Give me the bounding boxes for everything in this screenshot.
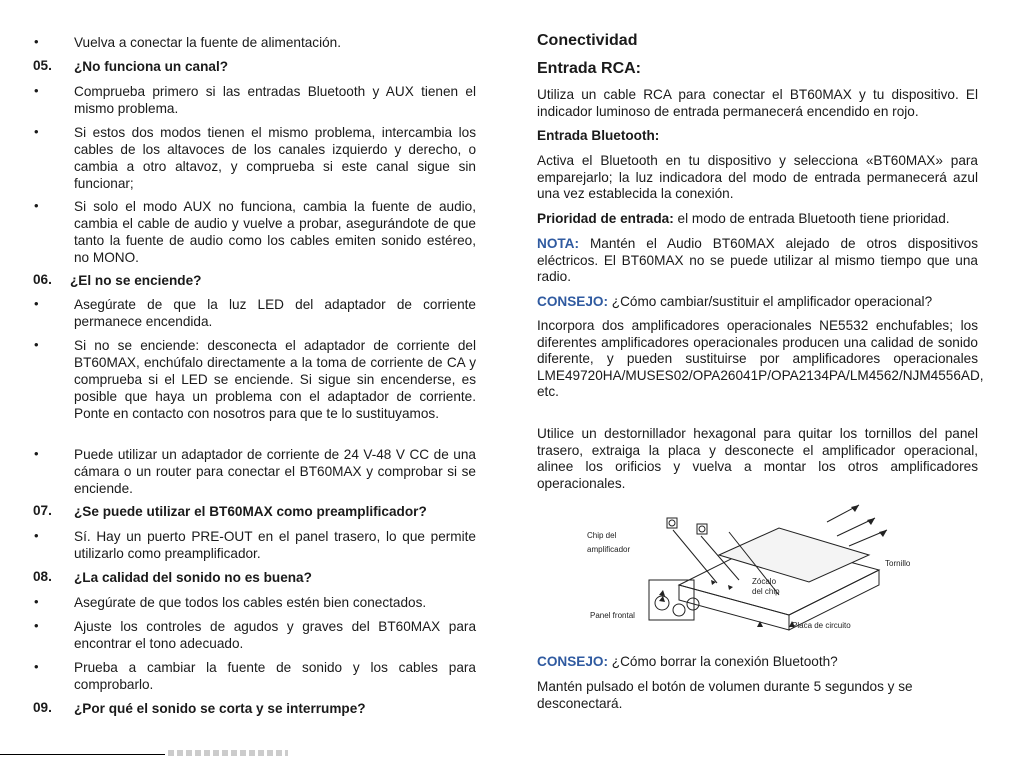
bullet: • xyxy=(34,337,39,352)
rca-heading: Entrada RCA: xyxy=(537,60,642,77)
list-item: Sí. Hay un puerto PRE-OUT en el panel trasero, lo que permite utilizarlo como preamplificador. xyxy=(74,529,476,561)
tip-text: ¿Cómo cambiar/sustituir el amplificador operacional? xyxy=(608,294,933,309)
question-number: 06. xyxy=(33,272,52,287)
list-item: Si solo el modo AUX no funciona, cambia la fuente de audio, cambia el cable de audio y vuelve a probar, asegurándote de que tanto la fuente de audio como los cables emiten sonido estéreo, no MONO. xyxy=(74,199,476,265)
note-paragraph xyxy=(537,236,978,286)
tip-label: CONSEJO: xyxy=(537,294,609,309)
list-item: Comprueba primero si las entradas Bluetooth y AUX tienen el mismo problema. xyxy=(74,84,476,116)
rca-text: Utiliza un cable RCA para conectar el BT60MAX y tu dispositivo. El indicador luminoso de entrada permanecerá encendido en rojo. xyxy=(537,87,978,119)
tip-label: CONSEJO: xyxy=(537,654,609,669)
tip-bluetooth xyxy=(537,654,978,671)
list-item: Puede utilizar un adaptador de corriente de 24 V-48 V CC de una cámara o un router para conectar el BT60MAX y comprobar si se enciende. xyxy=(74,447,476,496)
bullet: • xyxy=(34,618,39,633)
bullet: • xyxy=(34,528,39,543)
bullet: • xyxy=(34,34,39,49)
socket-label-line: Zócalo xyxy=(752,577,777,586)
question-heading: ¿Por qué el sonido se corta y se interrumpe? xyxy=(74,701,366,716)
question-number: 05. xyxy=(33,58,52,73)
tip-text: ¿Cómo borrar la conexión Bluetooth? xyxy=(608,654,838,669)
bullet: • xyxy=(34,198,39,213)
board-label: Placa de circuito xyxy=(792,621,851,630)
priority-heading: Prioridad de entrada: xyxy=(537,211,674,226)
question-number: 08. xyxy=(33,569,52,584)
opamp-text: Incorpora dos amplificadores operacionales NE5532 enchufables; los diferentes amplificadores operacionales producen una calidad de sonido diferente, y pueden sustituirse por amplificadores operacionales LME49720HA/MUSES02/OPA26041P/OPA2134PA/LM4562/NJM4556AD, etc. xyxy=(537,318,984,399)
list-item: Si no se enciende: desconecta el adaptador de corriente del BT60MAX, enchúfalo directamente a la toma de corriente de CA y comprueba si el LED se enciende. Si sigue sin encenderse, es posible que haya un problema con el adaptador de corriente. Ponte en contacto con nosotros para que te lo sustituyamos. xyxy=(74,338,476,421)
footer-rule xyxy=(0,754,165,755)
bullet: • xyxy=(34,594,39,609)
panel-label: Panel frontal xyxy=(590,611,635,620)
screw-label: Tornillo xyxy=(885,559,911,568)
bullet: • xyxy=(34,659,39,674)
screwdriver-text: Utilice un destornillador hexagonal para quitar los tornillos del panel trasero, extraiga la placa y desconecte el amplificador operacional, alinee los orificios y vuelva a montar los otros amplificadores operacionales. xyxy=(537,426,978,491)
bullet: • xyxy=(34,296,39,311)
footer-cut-text xyxy=(168,750,288,756)
bluetooth-heading: Entrada Bluetooth: xyxy=(537,128,660,143)
question-number: 07. xyxy=(33,503,52,518)
list-item: Ajuste los controles de agudos y graves del BT60MAX para encontrar el tono adecuado. xyxy=(74,619,476,651)
question-heading: ¿El no se enciende? xyxy=(70,273,202,288)
bullet: • xyxy=(34,446,39,461)
list-item: Asegúrate de que todos los cables estén bien conectados. xyxy=(74,595,427,610)
question-number: 09. xyxy=(33,700,52,715)
note-label: NOTA: xyxy=(537,236,580,251)
list-item: Vuelva a conectar la fuente de alimentación. xyxy=(74,35,342,50)
note-text: Mantén el Audio BT60MAX alejado de otros dispositivos eléctricos. El BT60MAX no se puede utilizar al mismo tiempo que una radio. xyxy=(537,236,978,284)
opamp-diagram xyxy=(579,500,939,640)
question-heading: ¿No funciona un canal? xyxy=(74,59,229,74)
front-knob xyxy=(673,604,685,616)
question-heading: ¿Se puede utilizar el BT60MAX como preamplificador? xyxy=(74,504,427,519)
question-heading: ¿La calidad del sonido no es buena? xyxy=(74,570,312,585)
socket-label xyxy=(752,577,780,596)
chip-label-line: Chip del xyxy=(587,531,617,540)
socket-label-line: del chip xyxy=(752,587,780,596)
tip-opamp xyxy=(537,294,978,311)
priority-line xyxy=(537,211,978,228)
bullet: • xyxy=(34,124,39,139)
list-item: Prueba a cambiar la fuente de sonido y los cables para comprobarlo. xyxy=(74,660,476,692)
list-item: Si estos dos modos tienen el mismo problema, intercambia los cables de los altavoces de los canales izquierdo y derecho, o cambia a otro altavoz, y comprueba si este canal sigue sin funcionar; xyxy=(74,125,476,191)
chip-label-line: amplificador xyxy=(587,545,631,554)
section-title: Conectividad xyxy=(537,32,638,49)
clear-text: Mantén pulsado el botón de volumen durante 5 segundos y se desconectará. xyxy=(537,679,913,711)
list-item: Asegúrate de que la luz LED del adaptador de corriente permanece encendida. xyxy=(74,297,476,329)
priority-text: el modo de entrada Bluetooth tiene prioridad. xyxy=(673,211,950,226)
bluetooth-text: Activa el Bluetooth en tu dispositivo y selecciona «BT60MAX» para emparejarlo; la luz indicadora del modo de entrada permanecerá azul una vez establecida la conexión. xyxy=(537,153,978,201)
bullet: • xyxy=(34,83,39,98)
chip-label xyxy=(587,531,630,554)
